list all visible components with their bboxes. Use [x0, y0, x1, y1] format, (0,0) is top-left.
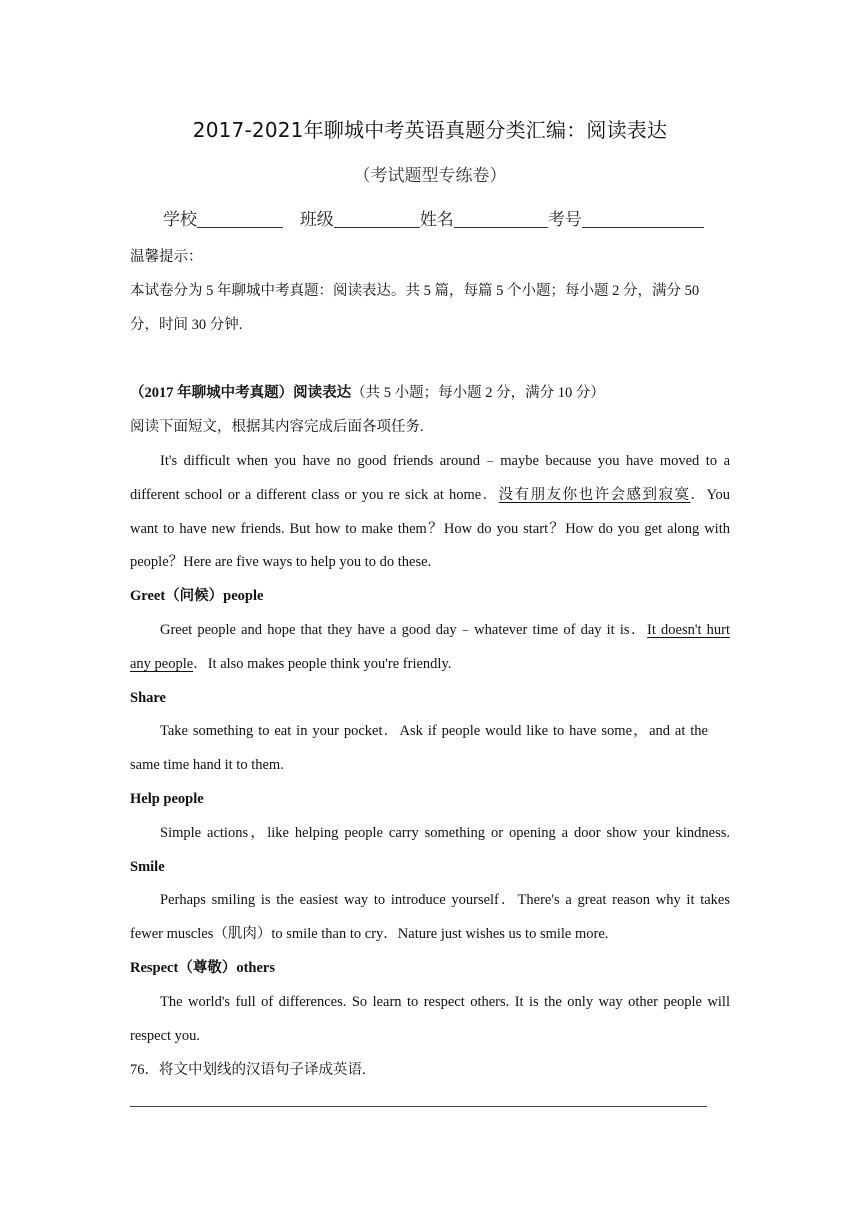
- passage-p3-line1: Take something to eat in your pocket．Ask if people would like to have some，and at the: [160, 723, 708, 739]
- passage-p5-line1: Perhaps smiling is the easiest way to introduce yourself．There's a great reason why it takes: [160, 892, 730, 908]
- passage-p2-line2: [130, 655, 451, 673]
- passage-p6-line2: respect you.: [130, 1028, 201, 1044]
- name-label: 姓名: [419, 210, 454, 230]
- question-76: 76．将文中划线的汉语句子译成英语.: [130, 1062, 366, 1078]
- passage-p4-line1: Simple actions，like helping people carry something or opening a door show your kindness.: [160, 825, 730, 841]
- section-heading-rest: （共 5 小题；每小题 2 分，满分 10 分）: [351, 385, 605, 401]
- underlined-chinese-sentence: 没有朋友你也许会感到寂寞: [498, 487, 691, 503]
- underlined-english-1: It doesn't hurt: [647, 622, 731, 638]
- passage-p3-line2: same time hand it to them.: [130, 757, 284, 773]
- page-title: 2017-2021年聊城中考英语真题分类汇编：阅读表达: [192, 118, 668, 142]
- passage-p1-line1: It's difficult when you have no good friends around﹣maybe because you have moved to a: [160, 453, 730, 469]
- passage-p1-line2-text: different school or a different class or you re sick at home．: [130, 487, 499, 503]
- passage-p2-line2-text: ．It also makes people think you're friendly.: [193, 656, 452, 672]
- notice-label: 温馨提示：: [130, 249, 203, 265]
- page-subtitle: （考试题型专练卷）: [353, 166, 507, 186]
- underlined-english-2: any people: [130, 656, 194, 672]
- heading-respect: Respect（尊敬）others: [130, 960, 275, 976]
- passage-p6-line1: The world's full of differences. So learn to respect others. It is the only way other people will: [160, 994, 730, 1010]
- section-heading-bold: （2017 年聊城中考真题）阅读表达: [130, 385, 352, 401]
- name-blank[interactable]: [454, 211, 548, 228]
- section-heading: [130, 384, 605, 402]
- school-blank[interactable]: [197, 211, 283, 228]
- section-instruction: 阅读下面短文，根据其内容完成后面各项任务.: [130, 419, 424, 435]
- passage-p5-line2: fewer muscles（肌肉）to smile than to cry．Nature just wishes us to smile more.: [130, 926, 609, 942]
- passage-p2-line1: [160, 621, 730, 639]
- heading-greet: Greet（问候）people: [130, 588, 264, 604]
- passage-p1-line2-end: ．You: [690, 487, 730, 503]
- school-label: 学校: [163, 210, 197, 230]
- passage-p1-line3: want to have new friends. But how to make them？How do you start？How do you get along with: [130, 521, 730, 537]
- passage-p1-line4: people？Here are five ways to help you to do these.: [130, 554, 432, 570]
- class-blank[interactable]: [334, 211, 420, 228]
- notice-line-2: 分，时间 30 分钟.: [130, 317, 243, 333]
- exam-no-label: 考号: [547, 210, 582, 230]
- passage-p2-line1-text: Greet people and hope that they have a good day﹣whatever time of day it is．: [160, 622, 648, 638]
- class-label: 班级: [299, 210, 334, 230]
- exam-no-blank[interactable]: [582, 211, 704, 228]
- passage-p1-line2: [130, 486, 730, 504]
- heading-smile: Smile: [130, 859, 165, 875]
- heading-share: Share: [130, 690, 166, 706]
- student-info-row: [163, 205, 704, 230]
- notice-line-1: 本试卷分为 5 年聊城中考真题：阅读表达。共 5 篇，每篇 5 个小题；每小题 2 分，满分 50: [130, 283, 700, 299]
- heading-help-people: Help people: [130, 791, 204, 807]
- answer-line-76[interactable]: [130, 1106, 707, 1107]
